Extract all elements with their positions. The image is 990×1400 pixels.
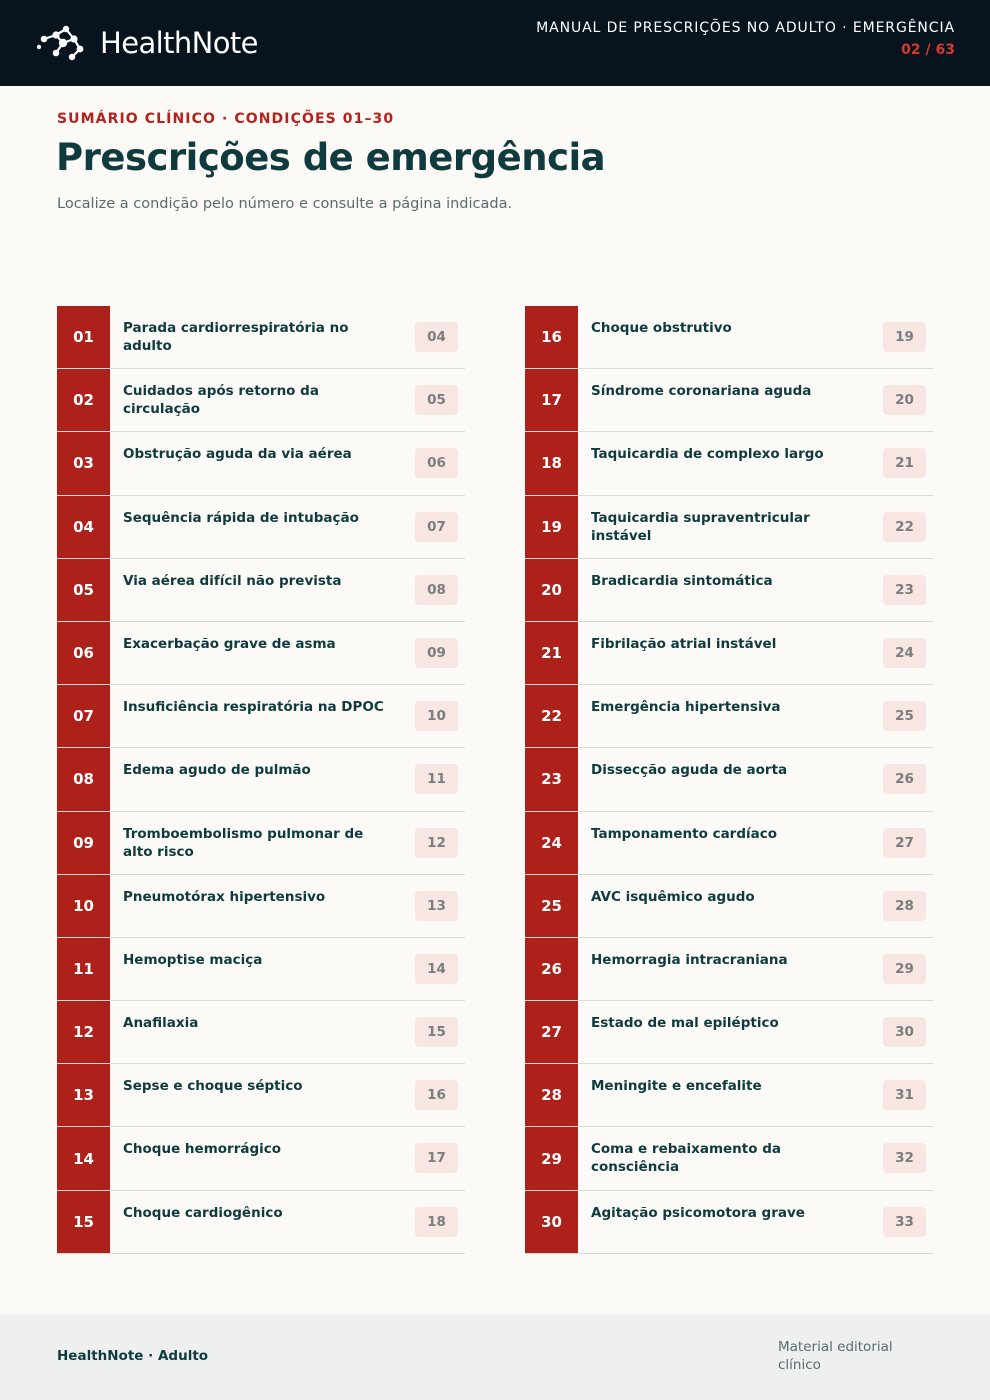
condition-label: Exacerbação grave de asma bbox=[123, 635, 336, 652]
condition-row[interactable] bbox=[57, 748, 465, 811]
page-number-badge: 25 bbox=[883, 701, 926, 731]
condition-number: 26 bbox=[525, 938, 578, 1000]
page-number-badge: 22 bbox=[883, 512, 926, 542]
page-number-badge: 19 bbox=[883, 322, 926, 352]
condition-number: 28 bbox=[525, 1064, 578, 1126]
page-number-badge: 08 bbox=[415, 575, 458, 605]
condition-label: Edema agudo de pulmão bbox=[123, 762, 311, 779]
page-number-badge: 04 bbox=[415, 322, 458, 352]
condition-row[interactable] bbox=[525, 1064, 933, 1127]
page-number-badge: 23 bbox=[883, 575, 926, 605]
condition-label: AVC isquêmico agudo bbox=[591, 888, 755, 905]
condition-label: Emergência hipertensiva bbox=[591, 699, 781, 716]
condition-number: 13 bbox=[57, 1064, 110, 1126]
condition-label: Estado de mal epiléptico bbox=[591, 1015, 779, 1032]
condition-label: Cuidados após retorno da circulação bbox=[123, 383, 319, 418]
condition-row[interactable] bbox=[57, 1064, 465, 1127]
condition-label: Insuficiência respiratória na DPOC bbox=[123, 699, 384, 716]
page-number-badge: 05 bbox=[415, 385, 458, 415]
page-number-badge: 06 bbox=[415, 448, 458, 478]
condition-number: 07 bbox=[57, 685, 110, 747]
top-header-bar bbox=[0, 0, 990, 86]
page-number-badge: 21 bbox=[883, 448, 926, 478]
condition-row[interactable] bbox=[525, 306, 933, 369]
condition-number: 20 bbox=[525, 559, 578, 621]
page-number-badge: 26 bbox=[883, 764, 926, 794]
page-number-badge: 10 bbox=[415, 701, 458, 731]
condition-number: 08 bbox=[57, 748, 110, 810]
page-footer bbox=[0, 1314, 990, 1400]
page-number-badge: 32 bbox=[883, 1143, 926, 1173]
condition-number: 23 bbox=[525, 748, 578, 810]
page-number-badge: 28 bbox=[883, 891, 926, 921]
condition-number: 10 bbox=[57, 875, 110, 937]
condition-row[interactable] bbox=[525, 369, 933, 432]
conditions-column-right bbox=[525, 306, 933, 1254]
condition-row[interactable] bbox=[57, 622, 465, 685]
condition-row[interactable] bbox=[57, 1127, 465, 1190]
condition-row[interactable] bbox=[525, 875, 933, 938]
condition-row[interactable] bbox=[525, 559, 933, 622]
footer-brand: HealthNote · Adulto bbox=[57, 1348, 209, 1364]
condition-row[interactable] bbox=[57, 1001, 465, 1064]
condition-number: 05 bbox=[57, 559, 110, 621]
condition-label: Bradicardia sintomática bbox=[591, 572, 773, 589]
condition-row[interactable] bbox=[525, 432, 933, 495]
brand-name: HealthNote bbox=[100, 26, 258, 60]
brand-logo[interactable] bbox=[36, 21, 258, 65]
condition-label: Choque cardiogênico bbox=[123, 1204, 283, 1221]
page-number-badge: 31 bbox=[883, 1080, 926, 1110]
condition-number: 06 bbox=[57, 622, 110, 684]
condition-row[interactable] bbox=[525, 1191, 933, 1254]
condition-label: Tamponamento cardíaco bbox=[591, 825, 778, 842]
condition-number: 16 bbox=[525, 306, 578, 368]
condition-number: 21 bbox=[525, 622, 578, 684]
condition-label: Choque obstrutivo bbox=[591, 320, 732, 336]
page-subtitle: Localize a condição pelo número e consulte a página indicada. bbox=[57, 196, 513, 212]
condition-number: 25 bbox=[525, 875, 578, 937]
condition-number: 09 bbox=[57, 812, 110, 874]
condition-row[interactable] bbox=[525, 1127, 933, 1190]
condition-label: Sepse e choque séptico bbox=[123, 1078, 303, 1095]
condition-row[interactable] bbox=[57, 496, 465, 559]
section-eyebrow: SUMÁRIO CLÍNICO · CONDIÇÕES 01–30 bbox=[57, 111, 395, 127]
header-meta bbox=[536, 20, 955, 58]
page-number-badge: 09 bbox=[415, 638, 458, 668]
condition-label: Hemoptise maciça bbox=[123, 951, 263, 968]
page-number-badge: 29 bbox=[883, 954, 926, 984]
condition-label: Síndrome coronariana aguda bbox=[591, 383, 812, 400]
condition-row[interactable] bbox=[525, 812, 933, 875]
condition-row[interactable] bbox=[57, 559, 465, 622]
condition-number: 02 bbox=[57, 369, 110, 431]
condition-number: 22 bbox=[525, 685, 578, 747]
page-number-badge: 15 bbox=[415, 1017, 458, 1047]
molecule-network-icon bbox=[36, 21, 94, 65]
condition-label: Via aérea difícil não prevista bbox=[123, 572, 342, 589]
condition-row[interactable] bbox=[57, 432, 465, 495]
condition-row[interactable] bbox=[57, 938, 465, 1001]
condition-row[interactable] bbox=[525, 496, 933, 559]
condition-label: Sequência rápida de intubação bbox=[123, 509, 359, 526]
condition-number: 19 bbox=[525, 496, 578, 558]
page-number-badge: 27 bbox=[883, 828, 926, 858]
condition-row[interactable] bbox=[525, 938, 933, 1001]
page-title: Prescrições de emergência bbox=[56, 136, 606, 179]
condition-row[interactable] bbox=[57, 685, 465, 748]
condition-label: Agitação psicomotora grave bbox=[591, 1204, 805, 1221]
condition-number: 12 bbox=[57, 1001, 110, 1063]
condition-number: 27 bbox=[525, 1001, 578, 1063]
page-number-badge: 07 bbox=[415, 512, 458, 542]
condition-row[interactable] bbox=[57, 306, 465, 369]
condition-label: Taquicardia de complexo largo bbox=[591, 446, 824, 463]
condition-label: Choque hemorrágico bbox=[123, 1141, 282, 1158]
condition-row[interactable] bbox=[57, 369, 465, 432]
condition-number: 14 bbox=[57, 1127, 110, 1189]
conditions-column-left bbox=[57, 306, 465, 1254]
page-number-badge: 20 bbox=[883, 385, 926, 415]
page-indicator: 02 / 63 bbox=[901, 42, 955, 58]
page-number-badge: 12 bbox=[415, 828, 458, 858]
condition-label: Obstrução aguda da via aérea bbox=[123, 446, 352, 463]
page-number-badge: 18 bbox=[415, 1207, 458, 1237]
page-number-badge: 11 bbox=[415, 764, 458, 794]
condition-label: Hemorragia intracraniana bbox=[591, 951, 788, 968]
condition-label: Tromboembolismo pulmonar de alto risco bbox=[123, 825, 364, 860]
condition-number: 24 bbox=[525, 812, 578, 874]
condition-number: 29 bbox=[525, 1127, 578, 1189]
condition-number: 18 bbox=[525, 432, 578, 494]
page-number-badge: 13 bbox=[415, 891, 458, 921]
footer-note: Material editorial clínico bbox=[778, 1339, 893, 1373]
condition-row[interactable] bbox=[57, 1191, 465, 1254]
condition-label: Coma e rebaixamento da consciência bbox=[591, 1141, 781, 1176]
condition-number: 03 bbox=[57, 432, 110, 494]
condition-label: Dissecção aguda de aorta bbox=[591, 762, 788, 779]
condition-number: 01 bbox=[57, 306, 110, 368]
condition-row[interactable] bbox=[525, 748, 933, 811]
condition-row[interactable] bbox=[57, 875, 465, 938]
page-number-badge: 16 bbox=[415, 1080, 458, 1110]
condition-row[interactable] bbox=[525, 685, 933, 748]
condition-row[interactable] bbox=[525, 622, 933, 685]
condition-label: Meningite e encefalite bbox=[591, 1078, 762, 1095]
manual-title: MANUAL DE PRESCRIÇÕES NO ADULTO · EMERGÊNCIA bbox=[536, 20, 955, 36]
condition-row[interactable] bbox=[525, 1001, 933, 1064]
page-number-badge: 30 bbox=[883, 1017, 926, 1047]
condition-number: 15 bbox=[57, 1191, 110, 1253]
condition-number: 17 bbox=[525, 369, 578, 431]
condition-number: 04 bbox=[57, 496, 110, 558]
condition-number: 11 bbox=[57, 938, 110, 1000]
page-number-badge: 17 bbox=[415, 1143, 458, 1173]
condition-label: Parada cardiorrespiratória no adulto bbox=[123, 320, 349, 354]
condition-label: Pneumotórax hipertensivo bbox=[123, 888, 326, 905]
condition-number: 30 bbox=[525, 1191, 578, 1253]
page-number-badge: 24 bbox=[883, 638, 926, 668]
condition-label: Taquicardia supraventricular instável bbox=[591, 509, 810, 544]
condition-label: Fibrilação atrial instável bbox=[591, 635, 777, 652]
page-number-badge: 33 bbox=[883, 1207, 926, 1237]
page-number-badge: 14 bbox=[415, 954, 458, 984]
condition-label: Anafilaxia bbox=[123, 1015, 199, 1032]
condition-row[interactable] bbox=[57, 812, 465, 875]
